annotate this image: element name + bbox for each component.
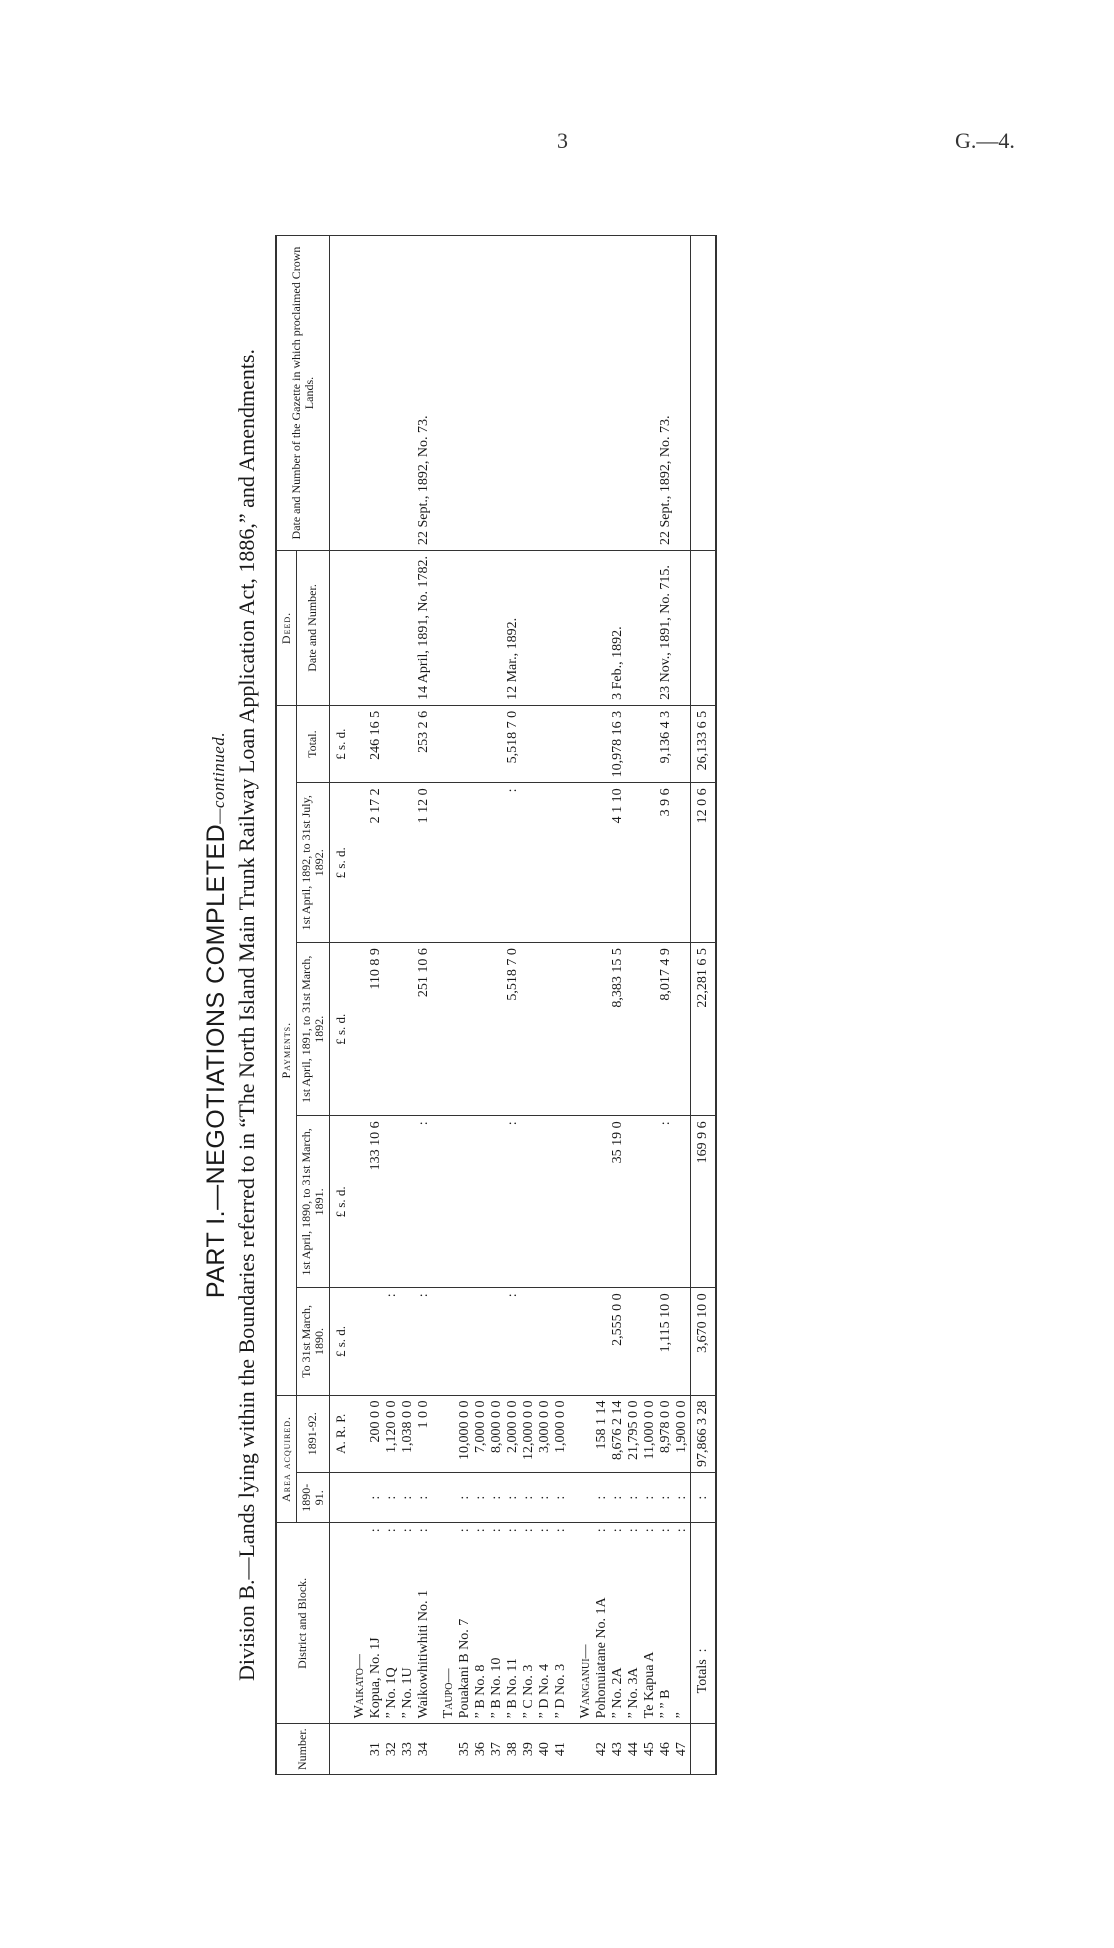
cell-gazette: [473, 236, 489, 551]
district-name: ” ” B: [658, 1689, 674, 1719]
cell-pay-1892: 1 12 0: [416, 783, 432, 943]
district-name: Pouakani B No. 7: [457, 1618, 473, 1719]
row-number: 44: [626, 1724, 642, 1775]
money-units-to-1890: £ s. d.: [329, 1288, 352, 1395]
totals-pay-to-1890: 3,670 10 0: [690, 1288, 716, 1395]
district-block: [658, 1523, 674, 1724]
cell-area-1891: 10,000 0 0: [457, 1395, 473, 1473]
leader-dots: :: [553, 1528, 569, 1533]
totals-pay-1890-91: 169 9 6: [690, 1116, 716, 1288]
cell-pay-1892: :: [505, 783, 521, 943]
cell-area-1890: :: [400, 1473, 416, 1523]
cell-pay-1892: [553, 783, 569, 943]
cell-gazette: [384, 236, 400, 551]
table-row: [489, 236, 505, 1775]
cell-pay-1891-92: 8,383 15 5: [610, 943, 626, 1116]
cell-area-1891: 8,676 2 14: [610, 1395, 626, 1473]
table-header: [276, 236, 329, 1775]
cell-total: [537, 705, 553, 783]
group-heading-row: [441, 236, 457, 1775]
cell-pay-1892: [674, 783, 691, 943]
group-spacer: [569, 236, 578, 1775]
cell-pay-1890-91: [489, 1116, 505, 1288]
totals-label: [690, 1523, 716, 1724]
cell-pay-to-1890: [642, 1288, 658, 1395]
cell-area-1890: :: [553, 1473, 569, 1523]
cell-pay-1890-91: [521, 1116, 537, 1288]
cell-deed: 23 Nov., 1891, No. 715.: [658, 551, 674, 706]
cell-total: 5,518 7 0: [505, 705, 521, 783]
cell-pay-1890-91: [594, 1116, 610, 1288]
cell-deed: [473, 551, 489, 706]
cell-total: [473, 705, 489, 783]
district-name: ” B No. 8: [473, 1664, 489, 1719]
cell-pay-1890-91: [457, 1116, 473, 1288]
cell-area-1890: :: [658, 1473, 674, 1523]
cell-deed: [674, 551, 691, 706]
col-deed-group-header: Deed.: [276, 551, 296, 706]
cell-area-1890: :: [521, 1473, 537, 1523]
district-block: [368, 1523, 384, 1724]
rotated-table-sheet: [160, 175, 980, 1795]
cell-area-1891: 1,000 0 0: [553, 1395, 569, 1473]
cell-pay-1892: 4 1 10: [610, 783, 626, 943]
cell-gazette: [400, 236, 416, 551]
cell-area-1891: 8,000 0 0: [489, 1395, 505, 1473]
col-area-group-header: Area acquired.: [276, 1395, 296, 1523]
cell-pay-1892: [537, 783, 553, 943]
cell-pay-1891-92: [674, 943, 691, 1116]
cell-deed: [457, 551, 473, 706]
cell-pay-to-1890: :: [416, 1288, 432, 1395]
cell-pay-1892: [594, 783, 610, 943]
district-block: [400, 1523, 416, 1724]
leader-dots: :: [400, 1528, 416, 1533]
totals-area-1890: :: [690, 1473, 716, 1523]
cell-pay-1890-91: [626, 1116, 642, 1288]
totals-pay-1891-92: 22,281 6 5: [690, 943, 716, 1116]
cell-pay-to-1890: [594, 1288, 610, 1395]
district-name: ” C No. 3: [521, 1664, 537, 1719]
col-area-1891-header: 1891-92.: [296, 1395, 329, 1473]
district-name: Waikowhitiwhiti No. 1: [416, 1589, 432, 1719]
cell-deed: 3 Feb., 1892.: [610, 551, 626, 706]
group-spacer: [432, 236, 441, 1775]
cell-total: [642, 705, 658, 783]
cell-pay-1890-91: [473, 1116, 489, 1288]
negotiations-table: [275, 235, 717, 1775]
totals-dots: :: [695, 1648, 711, 1653]
cell-total: [521, 705, 537, 783]
cell-pay-to-1890: [537, 1288, 553, 1395]
table-row: [594, 236, 610, 1775]
table-row: [505, 236, 521, 1775]
cell-area-1891: 8,978 0 0: [658, 1395, 674, 1473]
row-number: 41: [553, 1724, 569, 1775]
cell-deed: [642, 551, 658, 706]
cell-area-1891: 1,900 0 0: [674, 1395, 691, 1473]
group-heading: Taupo—: [441, 1523, 457, 1724]
cell-pay-1891-92: [626, 943, 642, 1116]
table-row: [521, 236, 537, 1775]
cell-area-1891: 158 1 14: [594, 1395, 610, 1473]
cell-area-1890: :: [594, 1473, 610, 1523]
cell-pay-to-1890: [674, 1288, 691, 1395]
table-row: [642, 236, 658, 1775]
table-title: [202, 235, 231, 1795]
col-total-header: Total.: [296, 705, 329, 783]
table-row: [610, 236, 626, 1775]
cell-gazette: [521, 236, 537, 551]
district-block: [489, 1523, 505, 1724]
cell-area-1891: 12,000 0 0: [521, 1395, 537, 1473]
cell-pay-1891-92: 110 8 9: [368, 943, 384, 1116]
district-name: ” B No. 11: [505, 1658, 521, 1719]
col-district-header: District and Block.: [276, 1523, 329, 1724]
cell-pay-1891-92: [553, 943, 569, 1116]
district-block: [521, 1523, 537, 1724]
district-block: [473, 1523, 489, 1724]
cell-pay-to-1890: 2,555 0 0: [610, 1288, 626, 1395]
cell-pay-1892: [473, 783, 489, 943]
cell-pay-to-1890: [521, 1288, 537, 1395]
row-number: 31: [368, 1724, 384, 1775]
cell-area-1890: :: [384, 1473, 400, 1523]
cell-pay-to-1890: [626, 1288, 642, 1395]
cell-total: 253 2 6: [416, 705, 432, 783]
leader-dots: :: [457, 1528, 473, 1533]
cell-gazette: [537, 236, 553, 551]
district-name: Te Kapua A: [642, 1651, 658, 1719]
cell-pay-1891-92: [594, 943, 610, 1116]
cell-area-1890: :: [416, 1473, 432, 1523]
group-heading-row: [352, 236, 368, 1775]
district-name: ” No. 1U: [400, 1667, 416, 1719]
cell-pay-to-1890: [457, 1288, 473, 1395]
group-heading: Waikato—: [352, 1523, 368, 1724]
cell-pay-1890-91: :: [505, 1116, 521, 1288]
cell-total: [400, 705, 416, 783]
cell-pay-1891-92: [400, 943, 416, 1116]
cell-gazette: [642, 236, 658, 551]
col-pay-to-1890-header: To 31st March, 1890.: [296, 1288, 329, 1395]
cell-gazette: [553, 236, 569, 551]
leader-dots: :: [416, 1528, 432, 1533]
leader-dots: :: [384, 1528, 400, 1533]
cell-pay-1891-92: [489, 943, 505, 1116]
cell-deed: [553, 551, 569, 706]
cell-pay-1892: [642, 783, 658, 943]
leader-dots: :: [505, 1528, 521, 1533]
col-gazette-header: Date and Number of the Gazette in which proclaimed Crown Lands.: [276, 236, 329, 551]
district-name: ”: [674, 1712, 690, 1719]
table-row: [674, 236, 691, 1775]
cell-deed: [489, 551, 505, 706]
money-units-1890-91: £ s. d.: [329, 1116, 352, 1288]
cell-pay-1892: [626, 783, 642, 943]
cell-gazette: 22 Sept., 1892, No. 73.: [416, 236, 432, 551]
totals-area-1891: 97,866 3 28: [690, 1395, 716, 1473]
cell-deed: [594, 551, 610, 706]
cell-pay-to-1890: :: [505, 1288, 521, 1395]
cell-pay-1890-91: [642, 1116, 658, 1288]
cell-pay-1891-92: 5,518 7 0: [505, 943, 521, 1116]
district-block: [674, 1523, 691, 1724]
col-pay-1892-header: 1st April, 1892, to 31st July, 1892.: [296, 783, 329, 943]
cell-total: 9,136 4 3: [658, 705, 674, 783]
leader-dots: :: [658, 1528, 674, 1533]
district-block: [505, 1523, 521, 1724]
row-number: 38: [505, 1724, 521, 1775]
row-number: 37: [489, 1724, 505, 1775]
cell-pay-to-1890: [489, 1288, 505, 1395]
cell-area-1890: :: [505, 1473, 521, 1523]
cell-deed: [400, 551, 416, 706]
table-row: [457, 236, 473, 1775]
cell-area-1890: :: [674, 1473, 691, 1523]
table-row: [384, 236, 400, 1775]
money-units-1891-92: £ s. d.: [329, 943, 352, 1116]
table-row: [473, 236, 489, 1775]
cell-pay-1892: [457, 783, 473, 943]
cell-gazette: [610, 236, 626, 551]
cell-pay-1891-92: [537, 943, 553, 1116]
cell-pay-1890-91: :: [416, 1116, 432, 1288]
leader-dots: :: [537, 1528, 553, 1533]
col-area-1890-header: 1890-91.: [296, 1473, 329, 1523]
table-row: [553, 236, 569, 1775]
cell-deed: [521, 551, 537, 706]
cell-area-1891: 2,000 0 0: [505, 1395, 521, 1473]
cell-area-1890: :: [610, 1473, 626, 1523]
cell-area-1890: :: [489, 1473, 505, 1523]
district-block: [642, 1523, 658, 1724]
cell-pay-to-1890: [473, 1288, 489, 1395]
cell-pay-1892: 3 9 6: [658, 783, 674, 943]
cell-deed: [368, 551, 384, 706]
cell-pay-1890-91: 133 10 6: [368, 1116, 384, 1288]
cell-pay-1890-91: [537, 1116, 553, 1288]
document-reference: G.—4.: [955, 128, 1015, 153]
leader-dots: :: [368, 1528, 384, 1533]
cell-area-1891: 1,120 0 0: [384, 1395, 400, 1473]
table-row: [626, 236, 642, 1775]
cell-deed: [626, 551, 642, 706]
totals-total: 26,133 6 5: [690, 705, 716, 783]
row-number: 42: [594, 1724, 610, 1775]
row-number: 32: [384, 1724, 400, 1775]
cell-gazette: [457, 236, 473, 551]
cell-gazette: [489, 236, 505, 551]
district-name: ” No. 3A: [626, 1667, 642, 1719]
table-row: [368, 236, 384, 1775]
col-payments-group-header: Payments.: [276, 705, 296, 1395]
cell-pay-1891-92: [457, 943, 473, 1116]
district-name: Kopua, No. 1J: [368, 1637, 384, 1719]
district-name: Pohonuiatane No. 1A: [594, 1597, 610, 1719]
cell-area-1890: :: [473, 1473, 489, 1523]
money-units-1892: £ s. d.: [329, 783, 352, 943]
cell-pay-1890-91: 35 19 0: [610, 1116, 626, 1288]
cell-pay-1892: [489, 783, 505, 943]
cell-pay-1891-92: [473, 943, 489, 1116]
table-subtitle: Division B.—Lands lying within the Boundaries referred to in “The North Island Main Trunk Railway Loan Application Act, 1886,” and Amendments.: [234, 348, 259, 1682]
cell-area-1891: 11,000 0 0: [642, 1395, 658, 1473]
cell-total: [457, 705, 473, 783]
leader-dots: :: [489, 1528, 505, 1533]
leader-dots: :: [674, 1528, 690, 1533]
cell-pay-to-1890: [368, 1288, 384, 1395]
cell-total: [489, 705, 505, 783]
cell-pay-to-1890: 1,115 10 0: [658, 1288, 674, 1395]
cell-pay-1891-92: [521, 943, 537, 1116]
leader-dots: :: [626, 1528, 642, 1533]
area-units: A. R. P.: [329, 1395, 352, 1473]
cell-pay-1892: [400, 783, 416, 943]
group-heading: Wanganui—: [578, 1523, 594, 1724]
cell-total: [594, 705, 610, 783]
row-number: 43: [610, 1724, 626, 1775]
cell-deed: [384, 551, 400, 706]
cell-deed: 12 Mar., 1892.: [505, 551, 521, 706]
cell-pay-1892: [384, 783, 400, 943]
row-number: 45: [642, 1724, 658, 1775]
cell-total: [553, 705, 569, 783]
table-row: [416, 236, 432, 1775]
cell-pay-1891-92: [642, 943, 658, 1116]
district-name: ” No. 1Q: [384, 1667, 400, 1719]
cell-area-1891: 1,038 0 0: [400, 1395, 416, 1473]
cell-total: 10,978 16 3: [610, 705, 626, 783]
cell-area-1890: :: [537, 1473, 553, 1523]
cell-gazette: [626, 236, 642, 551]
cell-pay-1890-91: [400, 1116, 416, 1288]
units-row: [329, 236, 352, 1775]
cell-total: [674, 705, 691, 783]
cell-area-1891: 1 0 0: [416, 1395, 432, 1473]
cell-pay-1890-91: [553, 1116, 569, 1288]
district-block: [537, 1523, 553, 1724]
cell-total: 246 16 5: [368, 705, 384, 783]
cell-area-1891: 7,000 0 0: [473, 1395, 489, 1473]
col-number-header: Number.: [276, 1724, 329, 1775]
cell-pay-1892: [521, 783, 537, 943]
title-main: PART I.—NEGOTIATIONS COMPLETED: [202, 823, 230, 1299]
row-number: 40: [537, 1724, 553, 1775]
district-name: ” No. 2A: [610, 1667, 626, 1719]
table-body: [329, 236, 690, 1775]
cell-total: [626, 705, 642, 783]
cell-area-1890: :: [368, 1473, 384, 1523]
title-continued: —continued.: [209, 731, 228, 824]
cell-area-1890: :: [642, 1473, 658, 1523]
leader-dots: :: [521, 1528, 537, 1533]
cell-area-1891: 21,795 0 0: [626, 1395, 642, 1473]
district-block: [457, 1523, 473, 1724]
row-number: 34: [416, 1724, 432, 1775]
district-name: ” D No. 3: [553, 1663, 569, 1719]
cell-pay-to-1890: :: [384, 1288, 400, 1395]
cell-gazette: [674, 236, 691, 551]
cell-pay-1891-92: 8,017 4 9: [658, 943, 674, 1116]
cell-gazette: [594, 236, 610, 551]
row-number: 33: [400, 1724, 416, 1775]
cell-deed: [537, 551, 553, 706]
page-number: 3: [557, 128, 568, 153]
group-heading-row: [578, 236, 594, 1775]
row-number: 47: [674, 1724, 691, 1775]
totals-pay-1892: 12 0 6: [690, 783, 716, 943]
table-row: [658, 236, 674, 1775]
cell-pay-1891-92: [384, 943, 400, 1116]
district-block: [384, 1523, 400, 1724]
col-deed-date-header: Date and Number.: [296, 551, 329, 706]
cell-area-1890: :: [457, 1473, 473, 1523]
row-number: 39: [521, 1724, 537, 1775]
district-block: [553, 1523, 569, 1724]
leader-dots: :: [594, 1528, 610, 1533]
col-pay-1890-91-header: 1st April, 1890, to 31st March, 1891.: [296, 1116, 329, 1288]
district-block: [416, 1523, 432, 1724]
table-row: [537, 236, 553, 1775]
cell-total: [384, 705, 400, 783]
cell-pay-1890-91: [384, 1116, 400, 1288]
district-name: ” D No. 4: [537, 1663, 553, 1719]
district-block: [594, 1523, 610, 1724]
district-block: [626, 1523, 642, 1724]
cell-gazette: 22 Sept., 1892, No. 73.: [658, 236, 674, 551]
cell-pay-1891-92: 251 10 6: [416, 943, 432, 1116]
totals-row: [690, 236, 716, 1775]
cell-area-1891: 3,000 0 0: [537, 1395, 553, 1473]
cell-area-1890: :: [626, 1473, 642, 1523]
cell-gazette: [505, 236, 521, 551]
cell-gazette: [368, 236, 384, 551]
cell-area-1891: 200 0 0: [368, 1395, 384, 1473]
leader-dots: :: [610, 1528, 626, 1533]
district-block: [610, 1523, 626, 1724]
cell-pay-1892: 2 17 2: [368, 783, 384, 943]
row-number: 46: [658, 1724, 674, 1775]
cell-deed: 14 April, 1891, No. 1782.: [416, 551, 432, 706]
cell-pay-1890-91: :: [658, 1116, 674, 1288]
leader-dots: :: [642, 1528, 658, 1533]
cell-pay-1890-91: [674, 1116, 691, 1288]
row-number: 35: [457, 1724, 473, 1775]
leader-dots: :: [473, 1528, 489, 1533]
col-pay-1891-92-header: 1st April, 1891, to 31st March, 1892.: [296, 943, 329, 1116]
cell-pay-to-1890: [553, 1288, 569, 1395]
row-number: 36: [473, 1724, 489, 1775]
district-name: ” B No. 10: [489, 1657, 505, 1719]
cell-pay-to-1890: [400, 1288, 416, 1395]
totals-label-text: Totals: [695, 1659, 711, 1694]
money-units-total: £ s. d.: [329, 705, 352, 783]
table-row: [400, 236, 416, 1775]
